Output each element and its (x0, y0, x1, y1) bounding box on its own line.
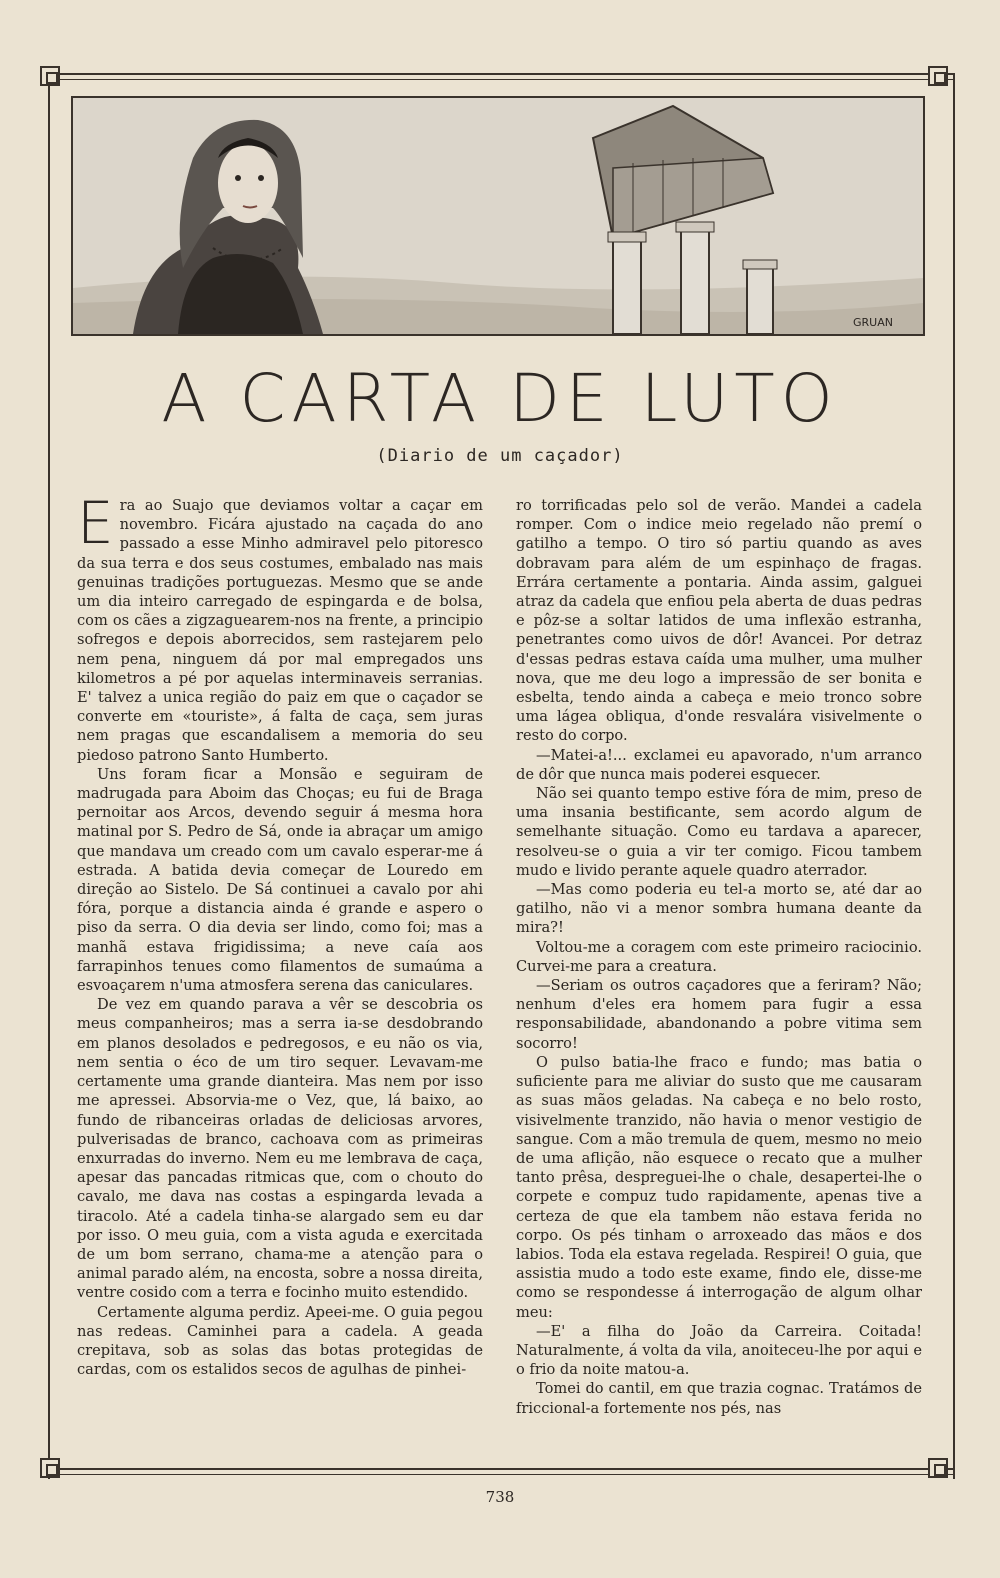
corner-ornament-bottom-right (928, 1458, 948, 1478)
frame-bottom-rule-inner (48, 1474, 953, 1475)
paragraph: —E' a filha do João da Carreira. Coitada! Naturalmente, á volta da vila, anoiteceu-lhe por aqui e o frio da noite matou-a. (516, 1322, 922, 1379)
text-column-left (77, 489, 483, 1379)
artist-signature: GRUAN (853, 316, 893, 329)
frame-top-rule (48, 73, 953, 75)
paragraph: Certamente alguma perdiz. Apeei-me. O guia pegou nas redeas. Caminhei para a cadela. A geada crepitava, sob as solas das botas protegidas de cardas, com os estalidos secos de agulhas de pinhei- (77, 1303, 483, 1379)
paragraph: O pulso batia-lhe fraco e fundo; mas batia o suficiente para me aliviar do susto que me causaram as suas mãos geladas. Na cabeça e no belo rosto, visivelmente tranzido, não havia o menor vestigio de sangue. Com a mão tremula de quem, mesmo no meio de uma aflição, não esquece o recato que a mulher tanto prêsa, despreguei-lhe o chale, desapertei-lhe o corpete e compuz tudo rapidamente, apenas tive a certeza de que ela tambem não estava ferida no corpo. Os pés tinham o arroxeado das mãos e dos labios. Toda ela estava regelada. Respirei! O guia, que assistia mudo a todo este exame, findo ele, disse-me como se respondesse á interrogação de algum olhar meu: (516, 1053, 922, 1321)
paragraph: Voltou-me a coragem com este primeiro raciocinio. Curvei-me para a creatura. (516, 938, 922, 975)
drop-cap: E (77, 489, 114, 557)
granary-figure (593, 106, 777, 334)
illustration-drawing (73, 98, 923, 334)
paragraph: —Mas como poderia eu tel-a morto se, até dar ao gatilho, não vi a menor sombra humana deante da mira?! (516, 881, 922, 937)
corner-ornament-top-left (40, 66, 60, 86)
paragraph: —Matei-a!... exclamei eu apavorado, n'um arranco de dôr que nunca mais poderei esquecer. (516, 746, 922, 783)
corner-ornament-top-right (928, 66, 948, 86)
paragraph: Uns foram ficar a Monsão e seguiram de madrugada para Aboim das Choças; eu fui de Braga pernoitar aos Arcos, devendo seguir á mesma hora matinal por S. Pedro de Sá, onde ia abraçar um amigo que mandava um creado com um cavalo esperar-me á estrada. A batida devia começar de Louredo em direção ao Sistelo. De Sá continuei a cavalo por ahi fóra, porque a distancia ainda é grande e aspero o piso da serra. O dia devia ser lindo, como foi; mas a manhã estava frigidissima; a neve caía aos farrapinhos tenues como filamentos de sumaúma a esvoaçarem n'uma atmosfera serena das caniculares. (77, 765, 483, 995)
paragraph: Não sei quanto tempo estive fóra de mim, preso de uma insania bestificante, sem acordo algum de semelhante situação. Como eu tardava a aparecer, resolveu-se o guia a vir ter comigo. Ficou tambem mudo e livido perante aquele quadro aterrador. (516, 785, 922, 879)
paragraph-text: ra ao Suajo que deviamos voltar a caçar em novembro. Ficára ajustado na caçada do ano passado a esse Minho admiravel pelo pitoresco da sua terra e dos seus costumes, embalado nas mais genuinas tradições portuguezas. Mesmo que se ande um dia inteiro carregado de espingarda e de bolsa, com os cães a zigzaguearem-nos na frente, a principio sofregos e depois aborrecidos, sem rastejarem pelo nem pena, ninguem dá por mal empregados uns kilometros a pé por aquelas interminaveis serranias. E' talvez a unica região do paiz em que o caçador se converte em «touriste», á falta de caça, sem juras nem pragas que escandalisem a memoria do seu piedoso patrono Santo Humberto. (77, 497, 483, 764)
paragraph: ro torrificadas pelo sol de verão. Mandei a cadela romper. Com o indice meio regelado não premí o gatilho a tempo. O tiro só partiu quando as aves dobravam para além de um espinhaço de fragas. Errára certamente a pontaria. Ainda assim, galguei atraz da cadela que enfiou pela aberta de duas pedras e pôz-se a soltar latidos de uma inflexão estranha, penetrantes como uivos de dôr! Avancei. Por detraz d'essas pedras estava caída uma mulher, uma mulher nova, que me deu logo a impressão de ser bonita e esbelta, tendo ainda a cabeça e meio tronco sobre uma lágea obliqua, d'onde resvalára visivelmente o resto do corpo. (516, 497, 922, 745)
woman-figure (133, 120, 323, 334)
article-subtitle: (Diario de um caçador) (376, 446, 624, 466)
paragraph: Tomei do cantil, em que trazia cognac. Tratámos de friccional-a fortemente nos pés, nas (516, 1380, 922, 1417)
article-title: A CARTA DE LUTO (161, 360, 839, 437)
paragraph: De vez em quando parava a vêr se descobria os meus companheiros; mas a serra ia-se desdobrando em planos desolados e pedregosos, e eu não os via, nem sentia o éco de um tiro sequer. Levavam-me certamente uma grande dianteira. Mas nem por isso me apressei. Absorvia-me o Vez, que, lá baixo, ao fundo de ribanceiras orladas de deliciosas arvores, pulverisadas de branco, cachoava com as primeiras enxurradas do inverno. Nem eu me lembrava de caça, apesar das pancadas ritmicas que, com o chouto do cavalo, me dava nas costas a espingarda levada a tiracolo. Até a cadela tinha-se alargado sem eu dar por isso. O meu guia, com a vista aguda e exercitada de um bom serrano, chama-me a atenção para o animal parado além, na encosta, sobre a nossa direita, ventre cosido com a terra e focinho muito estendido. (77, 996, 483, 1302)
paragraph (77, 489, 483, 765)
header-illustration (71, 96, 925, 336)
paragraph: —Seriam os outros caçadores que a feriram? Não; nenhum d'eles era homem para fugir a essa responsabilidade, abandonando a pobre vitima sem socorro! (516, 977, 922, 1052)
frame-top-rule-inner (48, 79, 953, 80)
corner-ornament-bottom-left (40, 1458, 60, 1478)
text-column-right (516, 496, 922, 1418)
page-number: 738 (485, 1488, 515, 1506)
frame-bottom-rule (48, 1468, 953, 1470)
